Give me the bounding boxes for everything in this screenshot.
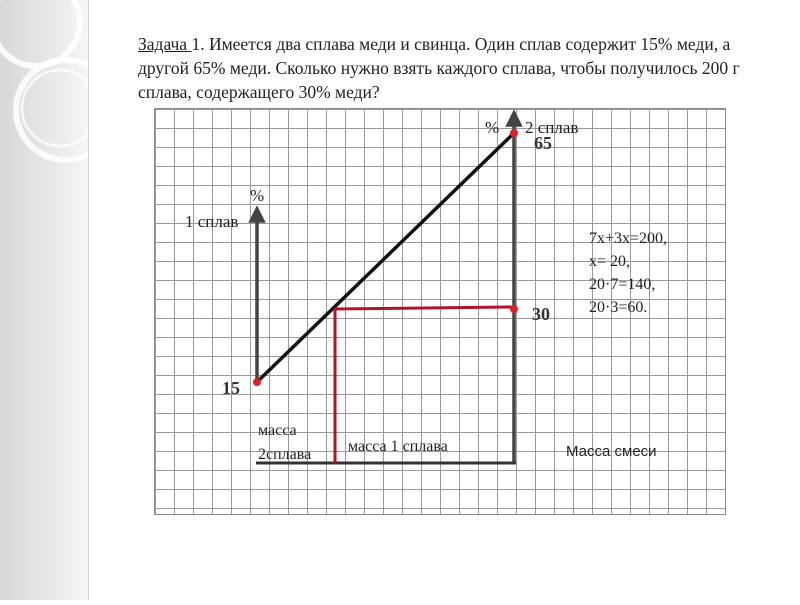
task-label: Задача <box>138 34 192 54</box>
axis-2-percent: % <box>485 118 500 137</box>
solution-line-4: 20·3=60. <box>589 299 648 316</box>
point-15 <box>253 378 261 386</box>
value-15-label: 15 <box>222 378 240 398</box>
axis-2-label: 2 сплав <box>525 118 579 137</box>
point-30 <box>510 305 518 313</box>
solution-line-3: 20·7=140, <box>589 276 656 293</box>
axis-1-label: 1 сплав <box>185 212 239 231</box>
mixture-mass-label: Масса смеси <box>566 443 657 460</box>
mass-1-label: масса 1 сплава <box>348 438 448 455</box>
solution-line-2: x= 20, <box>589 253 631 270</box>
value-65-label: 65 <box>534 133 552 153</box>
level-30-line <box>334 307 514 309</box>
mixing-line <box>257 133 514 382</box>
mass-2-label-line2: 2сплава <box>258 446 312 463</box>
solution-line-1: 7x+3x=200, <box>589 230 668 247</box>
mass-2-label-line1: масса <box>258 422 297 439</box>
axis-1-percent: % <box>250 186 265 205</box>
value-30-label: 30 <box>532 304 550 324</box>
point-65 <box>510 129 518 137</box>
task-text: 1. Имеется два сплава меди и свинца. Один сплав содержит 15% меди, а другой 65% меди. Сколько нужно взять каждого сплава, чтобы получилось 200 г сплава, содержащего 30% меди? <box>138 34 740 102</box>
